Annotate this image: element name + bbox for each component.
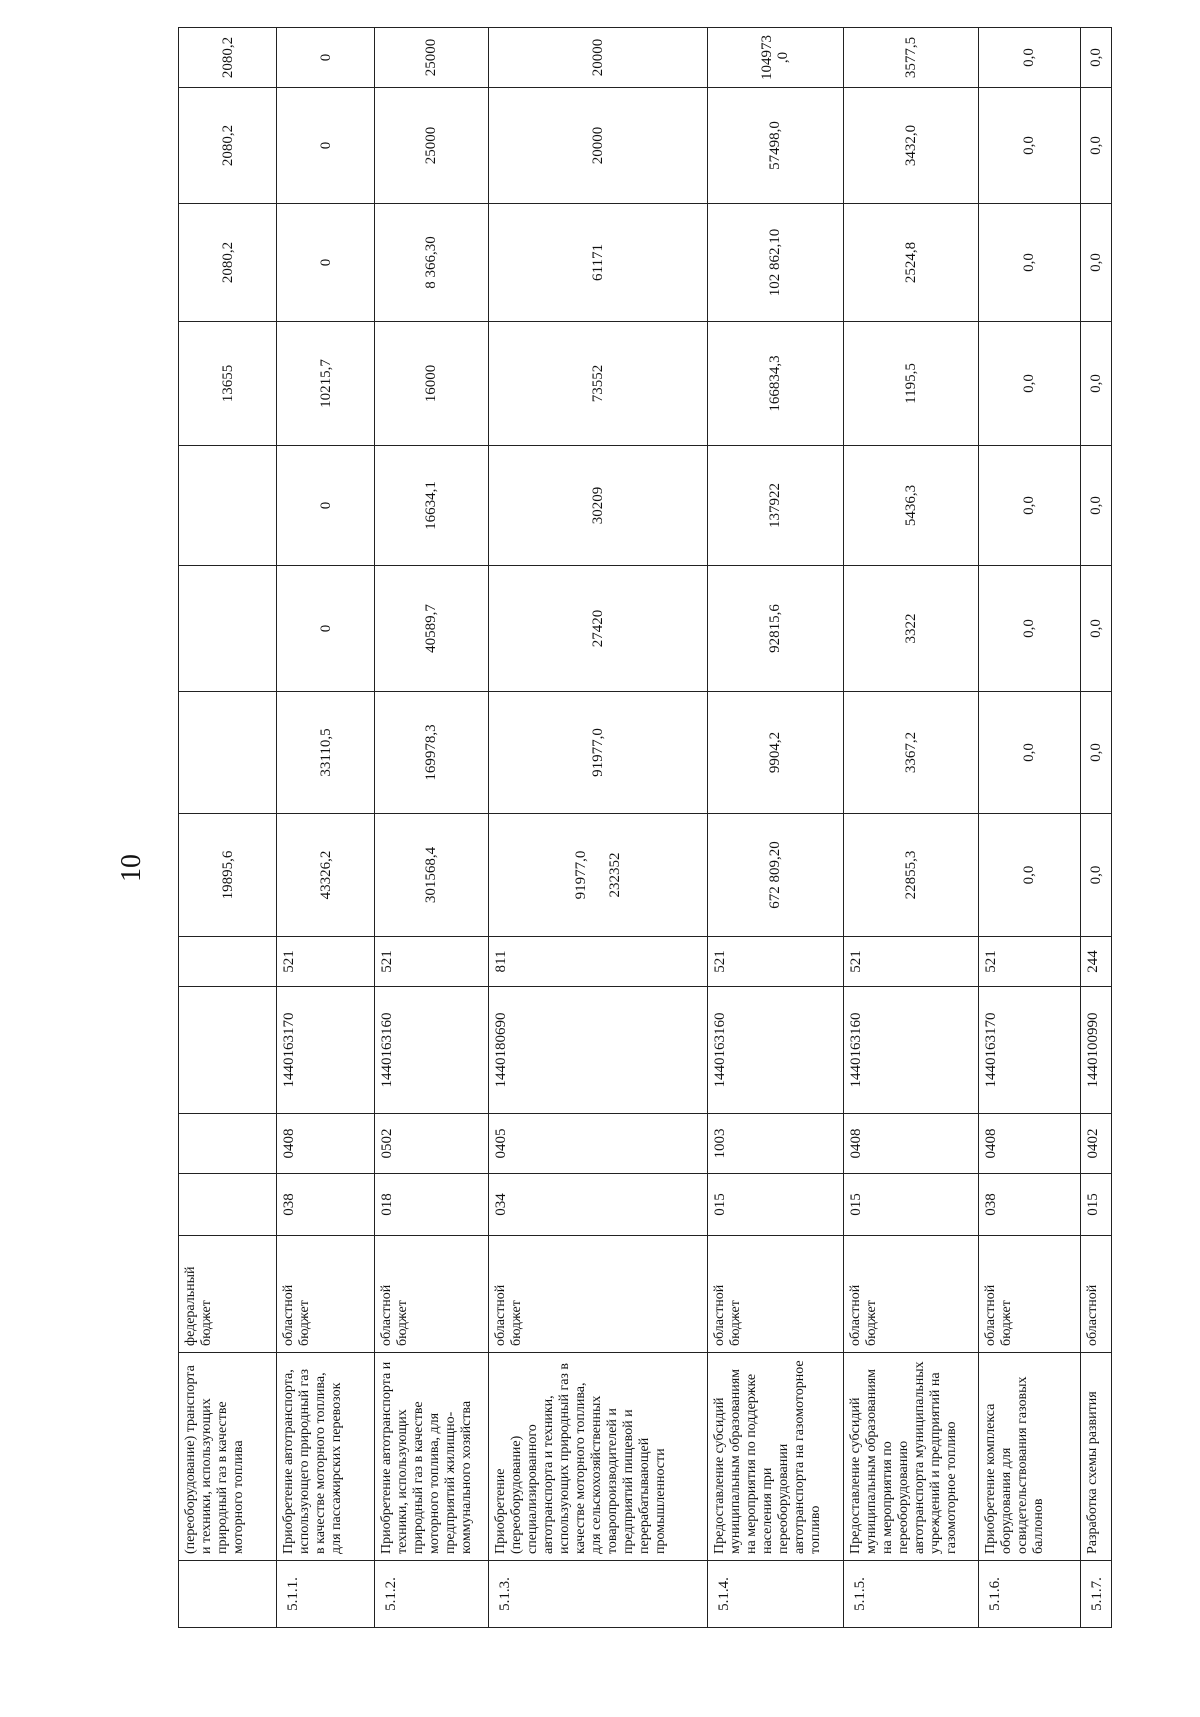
cell-c3 xyxy=(488,987,708,1114)
cell-text: областной бюджет xyxy=(378,1284,410,1346)
cell-y7 xyxy=(843,28,978,88)
cell-text: 2080,2 xyxy=(219,124,236,167)
cell-text: 0408 xyxy=(281,1128,298,1159)
cell-name xyxy=(708,1353,843,1561)
cell-idx xyxy=(843,1561,978,1628)
cell-text: 73552 xyxy=(589,364,606,403)
cell-c4 xyxy=(1080,937,1111,987)
cell-text: 166834,3 xyxy=(767,355,784,412)
cell-y6 xyxy=(374,88,488,204)
cell-idx xyxy=(374,1561,488,1628)
cell-idx xyxy=(179,1561,277,1628)
cell-y4 xyxy=(1080,322,1111,446)
cell-text: Предоставление субсидий муниципальным образованиям на мероприятия по поддержке населения при переоборудовании автотранспорта на газомоторное топливо xyxy=(712,1360,824,1554)
cell-text: 0,0 xyxy=(1021,619,1038,638)
cell-c2 xyxy=(488,1114,708,1174)
cell-source xyxy=(277,1236,374,1353)
cell-text: 169978,3 xyxy=(423,724,440,781)
budget-table xyxy=(178,27,1112,1628)
cell-text: Приобретение (переоборудование) специализированного автотранспорта и техники, использующих природный газ в качестве моторного топлива, для сельскохозяйственных товаропроизводителей и предприятий пищевой и перерабатывающей промышленности xyxy=(492,1362,668,1554)
cell-c4 xyxy=(488,937,708,987)
cell-text: 0408 xyxy=(982,1128,999,1159)
cell-y1 xyxy=(843,692,978,814)
cell-y6 xyxy=(978,88,1080,204)
cell-amt_total xyxy=(179,814,277,937)
cell-text: 25000 xyxy=(423,126,440,165)
cell-text: 13655 xyxy=(219,364,236,403)
cell-text: (переоборудование) транспорта и техники, использующих природный газ в качестве моторного топлива xyxy=(183,1365,246,1554)
cell-text: 521 xyxy=(281,950,298,973)
cell-text: 0,0 xyxy=(1021,253,1038,272)
cell-text: 43326,2 xyxy=(317,850,334,900)
cell-text: 0 xyxy=(317,258,334,267)
cell-amt_total xyxy=(708,814,843,937)
cell-text: 27420 xyxy=(589,609,606,648)
cell-text: 3577,5 xyxy=(902,36,919,79)
cell-y4 xyxy=(374,322,488,446)
cell-c2 xyxy=(1080,1114,1111,1174)
cell-y1 xyxy=(708,692,843,814)
cell-text: 1440180690 xyxy=(492,1012,509,1088)
cell-y2 xyxy=(488,566,708,692)
cell-y5 xyxy=(488,204,708,322)
cell-source xyxy=(374,1236,488,1353)
cell-c4 xyxy=(978,937,1080,987)
cell-y1 xyxy=(1080,692,1111,814)
cell-text: Предоставление субсидий муниципальным образованиям на мероприятия по переоборудованию автотранспорта муниципальных учреждений и предприятий на газомоторное топливо xyxy=(847,1361,959,1554)
cell-y4 xyxy=(488,322,708,446)
cell-text: 3322 xyxy=(902,613,919,644)
cell-c1 xyxy=(843,1174,978,1236)
cell-text: 5.1.6. xyxy=(986,1577,1003,1611)
cell-name xyxy=(179,1353,277,1561)
cell-y5 xyxy=(374,204,488,322)
cell-text: 244 xyxy=(1084,950,1101,973)
cell-text: 521 xyxy=(712,950,729,973)
cell-text: 1440163160 xyxy=(378,1012,395,1088)
cell-amt_total xyxy=(277,814,374,937)
cell-text: 038 xyxy=(281,1193,298,1216)
cell-c3 xyxy=(978,987,1080,1114)
cell-text: 0 xyxy=(317,53,334,62)
cell-y7 xyxy=(1080,28,1111,88)
cell-text: 0,0 xyxy=(1021,374,1038,393)
cell-idx xyxy=(488,1561,708,1628)
cell-name xyxy=(843,1353,978,1561)
cell-text: областной xyxy=(1084,1284,1100,1346)
cell-text: 0 xyxy=(317,141,334,150)
cell-text: 0,0 xyxy=(1087,619,1104,638)
cell-y3 xyxy=(1080,446,1111,566)
cell-text: 521 xyxy=(982,950,999,973)
cell-c1 xyxy=(374,1174,488,1236)
cell-y6 xyxy=(488,88,708,204)
cell-text: 92815,6 xyxy=(767,604,784,653)
cell-text: 0,0 xyxy=(1087,48,1104,67)
cell-text: 30209 xyxy=(589,486,606,525)
cell-text: 015 xyxy=(712,1193,729,1216)
cell-c2 xyxy=(374,1114,488,1174)
cell-text-secondary: 232352 xyxy=(606,852,623,898)
page-number: 10 xyxy=(116,854,147,882)
cell-text: 16634,1 xyxy=(423,481,440,530)
cell-text: 5.1.5. xyxy=(851,1577,868,1611)
cell-name xyxy=(488,1353,708,1561)
cell-text: 22855,3 xyxy=(902,850,919,900)
cell-text: областной бюджет xyxy=(492,1284,524,1346)
cell-text: 40589,7 xyxy=(423,604,440,653)
cell-c2 xyxy=(179,1114,277,1174)
cell-text: Приобретение комплекса оборудования для освидетельствования газовых баллонов xyxy=(982,1376,1046,1554)
cell-amt_total xyxy=(843,814,978,937)
cell-text: 33110,5 xyxy=(317,728,334,777)
cell-y3 xyxy=(843,446,978,566)
cell-y5 xyxy=(843,204,978,322)
cell-y3 xyxy=(978,446,1080,566)
cell-c1 xyxy=(978,1174,1080,1236)
cell-text: 5.1.2. xyxy=(382,1577,399,1611)
cell-y2 xyxy=(179,566,277,692)
cell-y2 xyxy=(978,566,1080,692)
cell-text: 102 862,10 xyxy=(767,228,784,297)
cell-text: областной бюджет xyxy=(847,1284,879,1346)
cell-source xyxy=(1080,1236,1111,1353)
table-row xyxy=(708,28,843,1628)
cell-name xyxy=(277,1353,374,1561)
cell-text: 0 xyxy=(317,624,334,633)
cell-text: 57498,0 xyxy=(767,121,784,170)
cell-y6 xyxy=(1080,88,1111,204)
cell-text: 034 xyxy=(492,1193,509,1216)
cell-text: 1440163160 xyxy=(712,1012,729,1088)
cell-idx xyxy=(277,1561,374,1628)
cell-text: 91977,0 xyxy=(572,850,589,900)
cell-y4 xyxy=(277,322,374,446)
cell-amt_total xyxy=(374,814,488,937)
cell-text: 104973,0 xyxy=(759,35,792,80)
cell-text: 0,0 xyxy=(1087,496,1104,515)
table-row xyxy=(1080,28,1111,1628)
cell-name xyxy=(1080,1353,1111,1561)
cell-text: 301568,4 xyxy=(423,846,440,904)
cell-y4 xyxy=(708,322,843,446)
cell-text: 5436,3 xyxy=(902,484,919,527)
cell-c4 xyxy=(708,937,843,987)
cell-text: 19895,6 xyxy=(219,850,236,900)
cell-source xyxy=(179,1236,277,1353)
cell-text: 521 xyxy=(378,950,395,973)
cell-text: 018 xyxy=(378,1193,395,1216)
cell-y5 xyxy=(179,204,277,322)
cell-c4 xyxy=(374,937,488,987)
cell-text: Приобретение автотранспорта, использующего природный газ в качестве моторного топлива, для пассажирских перевозок xyxy=(281,1368,345,1554)
cell-y7 xyxy=(179,28,277,88)
cell-y2 xyxy=(374,566,488,692)
cell-y7 xyxy=(708,28,843,88)
cell-c2 xyxy=(978,1114,1080,1174)
cell-text: федеральный бюджет xyxy=(183,1266,214,1346)
cell-y1 xyxy=(488,692,708,814)
cell-c1 xyxy=(708,1174,843,1236)
cell-y2 xyxy=(843,566,978,692)
cell-y7 xyxy=(277,28,374,88)
cell-text: 5.1.1. xyxy=(285,1577,302,1611)
cell-text: 1003 xyxy=(712,1128,729,1159)
cell-c1 xyxy=(488,1174,708,1236)
cell-text: 5.1.3. xyxy=(496,1577,513,1611)
cell-y2 xyxy=(277,566,374,692)
cell-amt_total xyxy=(978,814,1080,937)
cell-c2 xyxy=(277,1114,374,1174)
cell-text: 0,0 xyxy=(1021,48,1038,67)
cell-text: 9904,2 xyxy=(767,731,784,774)
cell-c4 xyxy=(179,937,277,987)
cell-c3 xyxy=(843,987,978,1114)
cell-text: 61171 xyxy=(589,244,606,281)
cell-text: 1440100990 xyxy=(1084,1012,1101,1088)
cell-text: 16000 xyxy=(423,364,440,403)
cell-text: областной бюджет xyxy=(712,1284,744,1346)
cell-text: 1440163160 xyxy=(847,1012,864,1088)
table-row xyxy=(843,28,978,1628)
cell-y1 xyxy=(179,692,277,814)
cell-text: 0,0 xyxy=(1021,136,1038,155)
cell-text: 672 809,20 xyxy=(767,841,784,909)
cell-name xyxy=(978,1353,1080,1561)
cell-text: 0,0 xyxy=(1021,865,1038,885)
cell-c3 xyxy=(374,987,488,1114)
cell-text: 0402 xyxy=(1084,1128,1101,1159)
cell-y2 xyxy=(1080,566,1111,692)
cell-text: 2080,2 xyxy=(219,36,236,79)
cell-source xyxy=(708,1236,843,1353)
cell-c4 xyxy=(843,937,978,987)
cell-text: 521 xyxy=(847,950,864,973)
cell-y5 xyxy=(708,204,843,322)
cell-text: 0,0 xyxy=(1087,743,1104,762)
cell-y7 xyxy=(374,28,488,88)
table-row xyxy=(374,28,488,1628)
cell-text: 5.1.7. xyxy=(1088,1577,1105,1611)
cell-y3 xyxy=(277,446,374,566)
cell-y7 xyxy=(978,28,1080,88)
cell-y7 xyxy=(488,28,708,88)
cell-c2 xyxy=(708,1114,843,1174)
table-row xyxy=(179,28,277,1628)
cell-idx xyxy=(978,1561,1080,1628)
cell-text: 0,0 xyxy=(1087,374,1104,393)
table-row xyxy=(488,28,708,1628)
cell-text: областной бюджет xyxy=(982,1284,1014,1346)
cell-text: 0408 xyxy=(847,1128,864,1159)
cell-source xyxy=(843,1236,978,1353)
cell-y3 xyxy=(708,446,843,566)
cell-amt_total xyxy=(488,814,708,937)
cell-y6 xyxy=(179,88,277,204)
cell-text: 015 xyxy=(847,1193,864,1216)
cell-y5 xyxy=(1080,204,1111,322)
cell-text: 811 xyxy=(492,950,509,973)
cell-text: 5.1.4. xyxy=(716,1577,733,1611)
cell-text: 0 xyxy=(317,501,334,510)
cell-y6 xyxy=(277,88,374,204)
cell-y1 xyxy=(277,692,374,814)
cell-c1 xyxy=(179,1174,277,1236)
cell-y5 xyxy=(277,204,374,322)
budget-table-rotated xyxy=(178,28,1112,1628)
cell-text: 0,0 xyxy=(1087,136,1104,155)
cell-y1 xyxy=(978,692,1080,814)
cell-text: 137922 xyxy=(767,483,784,528)
cell-c3 xyxy=(277,987,374,1114)
cell-y3 xyxy=(488,446,708,566)
cell-text: 91977,0 xyxy=(589,728,606,777)
cell-c3 xyxy=(1080,987,1111,1114)
cell-text: 1195,5 xyxy=(902,363,919,404)
cell-text: 038 xyxy=(982,1193,999,1216)
cell-text: 0502 xyxy=(378,1128,395,1159)
cell-text: 2524,8 xyxy=(902,241,919,284)
cell-c4 xyxy=(277,937,374,987)
cell-c1 xyxy=(1080,1174,1111,1236)
cell-text: 1440163170 xyxy=(281,1012,298,1088)
cell-text: 8 366,30 xyxy=(423,236,440,289)
cell-idx xyxy=(1080,1561,1111,1628)
cell-text: Приобретение автотранспорта и техники, использующих природный газ в качестве моторного топлива, для предприятий жилищно-коммунального хозяйства xyxy=(378,1361,474,1554)
cell-source xyxy=(978,1236,1080,1353)
cell-text: 3432,0 xyxy=(902,124,919,167)
table-row xyxy=(277,28,374,1628)
cell-text: 10215,7 xyxy=(317,359,334,408)
cell-y3 xyxy=(374,446,488,566)
cell-y4 xyxy=(978,322,1080,446)
cell-text: Разработка схемы развития xyxy=(1084,1391,1100,1554)
cell-c1 xyxy=(277,1174,374,1236)
cell-c3 xyxy=(708,987,843,1114)
cell-text: 3367,2 xyxy=(902,731,919,774)
cell-idx xyxy=(708,1561,843,1628)
cell-text: 0,0 xyxy=(1087,253,1104,272)
cell-y6 xyxy=(708,88,843,204)
table-row xyxy=(978,28,1080,1628)
cell-y4 xyxy=(843,322,978,446)
cell-y2 xyxy=(708,566,843,692)
cell-text: 25000 xyxy=(423,38,440,77)
cell-y4 xyxy=(179,322,277,446)
cell-text: 2080,2 xyxy=(219,241,236,284)
cell-y3 xyxy=(179,446,277,566)
cell-text: 20000 xyxy=(589,38,606,77)
cell-y6 xyxy=(843,88,978,204)
cell-text: 0,0 xyxy=(1087,865,1104,885)
cell-text: 0,0 xyxy=(1021,496,1038,515)
cell-c3 xyxy=(179,987,277,1114)
cell-text: областной бюджет xyxy=(281,1284,313,1346)
cell-amt_total xyxy=(1080,814,1111,937)
cell-text: 0405 xyxy=(492,1128,509,1159)
cell-c2 xyxy=(843,1114,978,1174)
cell-y5 xyxy=(978,204,1080,322)
cell-text: 20000 xyxy=(589,126,606,165)
cell-y1 xyxy=(374,692,488,814)
cell-source xyxy=(488,1236,708,1353)
cell-text: 0,0 xyxy=(1021,743,1038,762)
cell-text: 015 xyxy=(1084,1193,1101,1216)
cell-name xyxy=(374,1353,488,1561)
cell-text: 1440163170 xyxy=(982,1012,999,1088)
